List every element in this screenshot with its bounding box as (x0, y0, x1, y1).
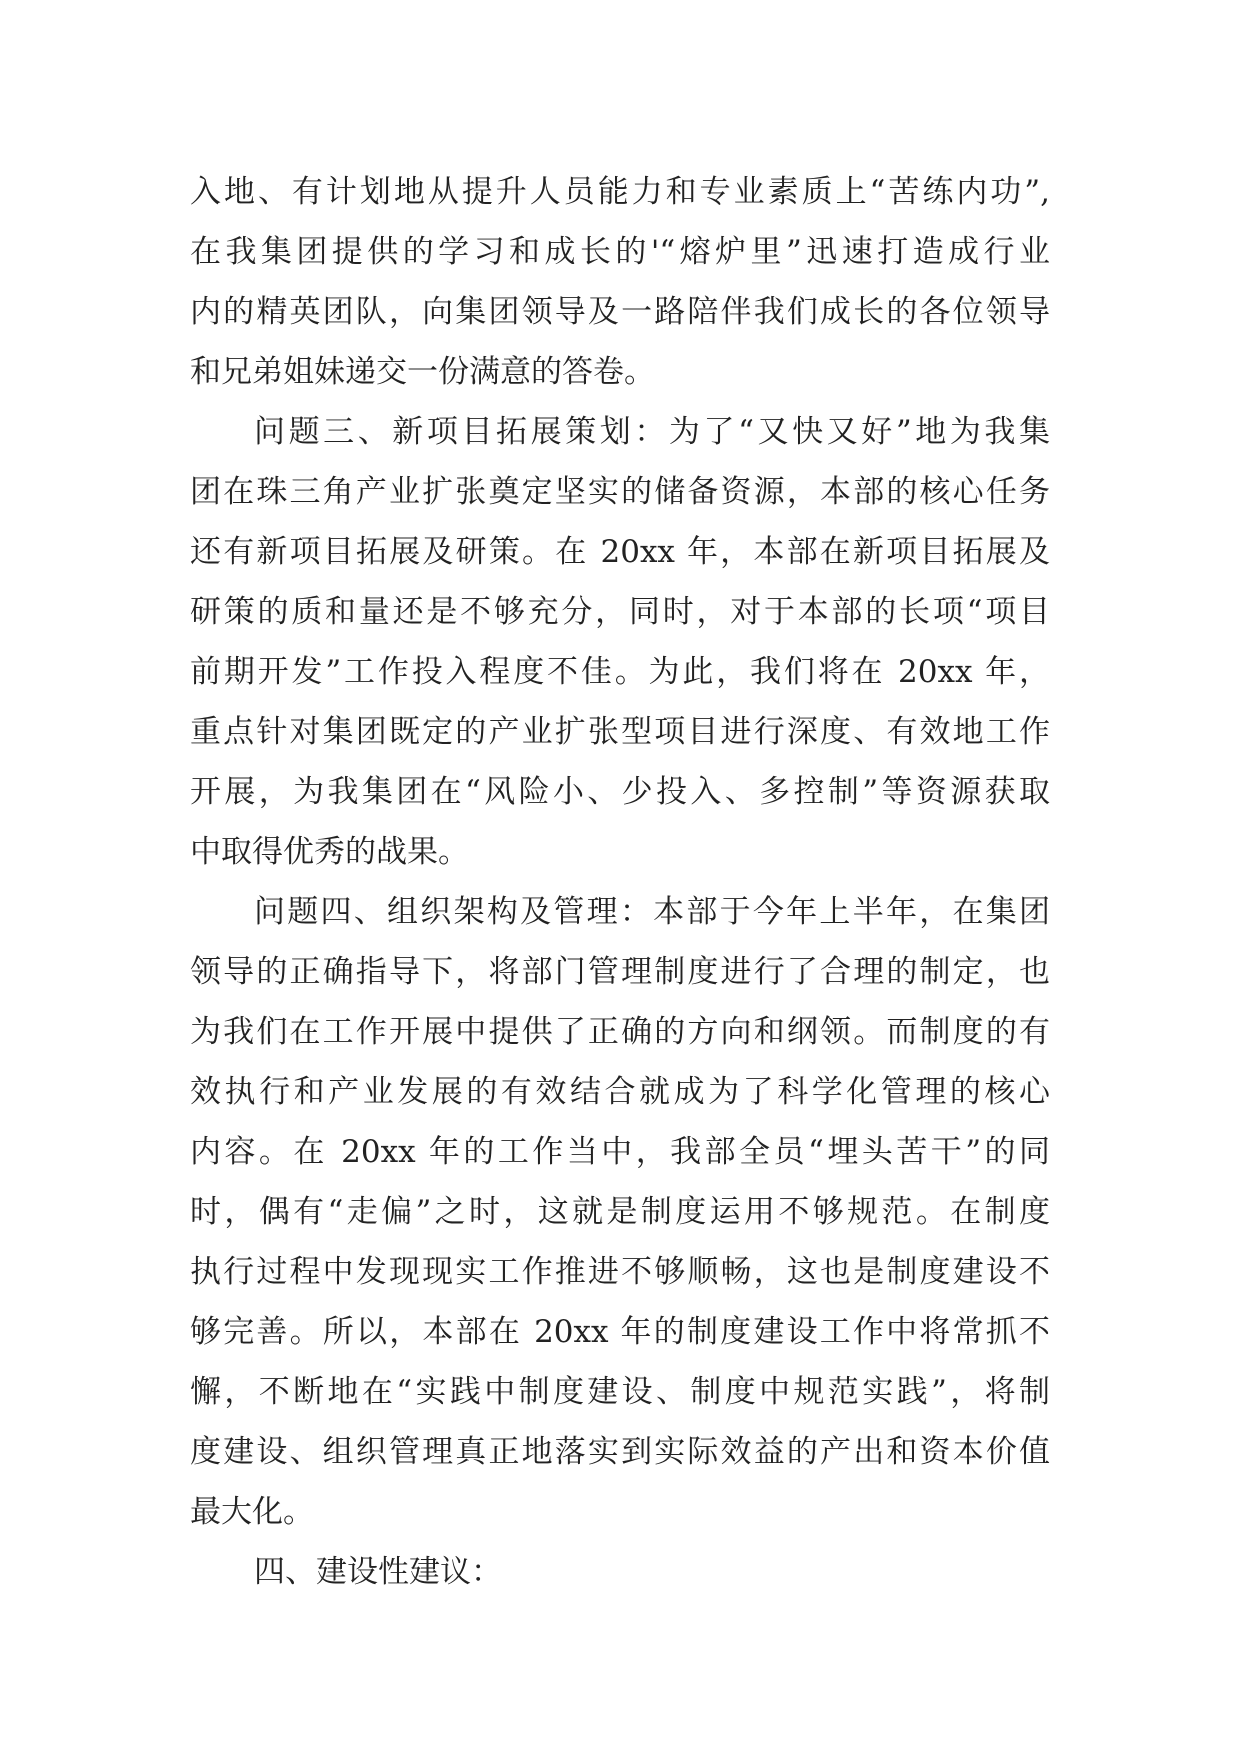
text-line: 时，偶有“走偏”之时，这就是制度运用不够规范。在制度 (190, 1194, 1050, 1230)
text-line: 团在珠三角产业扩张奠定坚实的储备资源，本部的核心任务 (190, 474, 1050, 510)
text-line: 最大化。 (190, 1494, 314, 1530)
text-line: 和兄弟姐妹递交一份满意的答卷。 (190, 354, 655, 390)
text-line: 效执行和产业发展的有效结合就成为了科学化管理的核心 (190, 1074, 1050, 1110)
text-line: 研策的质和量还是不够充分，同时，对于本部的长项“项目 (190, 594, 1050, 630)
text-line: 还有新项目拓展及研策。在 20xx 年，本部在新项目拓展及 (190, 534, 1050, 570)
text-line: 为我们在工作开展中提供了正确的方向和纲领。而制度的有 (190, 1014, 1050, 1050)
paragraph-heading-issue-three: 问题三、新项目拓展策划：为了“又快又好”地为我集 (254, 414, 1050, 450)
paragraph-heading-issue-four: 问题四、组织架构及管理：本部于今年上半年，在集团 (254, 894, 1050, 930)
text-line: 中取得优秀的战果。 (190, 834, 469, 870)
text-line: 前期开发”工作投入程度不佳。为此，我们将在 20xx 年， (190, 654, 1050, 690)
section-heading-constructive-suggestions: 四、建设性建议： (254, 1554, 502, 1590)
text-line: 入地、有计划地从提升人员能力和专业素质上“苦练内功”, (190, 174, 1050, 210)
text-line: 领导的正确指导下，将部门管理制度进行了合理的制定，也 (190, 954, 1050, 990)
text-line: 度建设、组织管理真正地落实到实际效益的产出和资本价值 (190, 1434, 1050, 1470)
text-line: 重点针对集团既定的产业扩张型项目进行深度、有效地工作 (190, 714, 1050, 750)
text-line: 内的精英团队，向集团领导及一路陪伴我们成长的各位领导 (190, 294, 1050, 330)
document-body (190, 162, 1050, 1602)
text-line: 执行过程中发现现实工作推进不够顺畅，这也是制度建设不 (190, 1254, 1050, 1290)
text-line: 开展，为我集团在“风险小、少投入、多控制”等资源获取 (190, 774, 1050, 810)
text-line: 懈，不断地在“实践中制度建设、制度中规范实践”，将制 (190, 1374, 1050, 1410)
text-line: 内容。在 20xx 年的工作当中，我部全员“埋头苦干”的同 (190, 1134, 1050, 1170)
text-line: 在我集团提供的学习和成长的'“熔炉里”迅速打造成行业 (190, 234, 1050, 270)
text-line: 够完善。所以，本部在 20xx 年的制度建设工作中将常抓不 (190, 1314, 1050, 1350)
